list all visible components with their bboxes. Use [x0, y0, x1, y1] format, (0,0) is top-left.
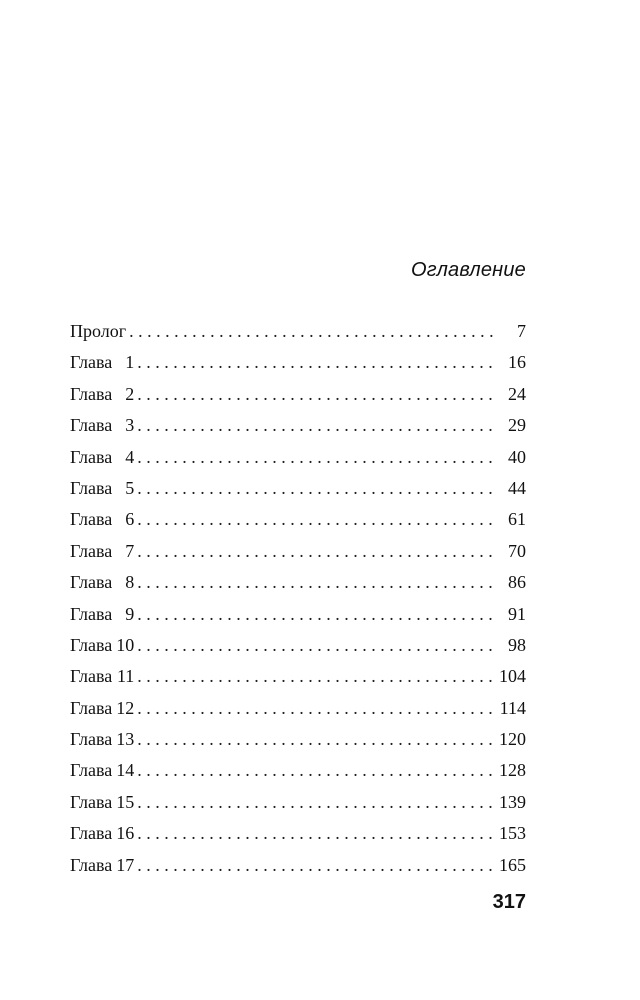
toc-entry-number: 2 [125, 383, 135, 404]
toc-entry-number: 9 [125, 603, 135, 624]
toc-entry-title: Глава [70, 477, 113, 498]
toc-entry-number: 3 [125, 415, 135, 436]
toc-entry-chapter-2 [70, 379, 526, 410]
page-number: 317 [492, 891, 526, 913]
toc-entry-title: Глава [70, 572, 113, 593]
dot-leader [134, 693, 494, 724]
toc-entry-title: Глава [70, 854, 113, 875]
toc-entry-number: 11 [116, 666, 135, 687]
toc-entry-title: Глава [70, 540, 113, 561]
toc-entry-page: 40 [508, 446, 526, 467]
toc-entry-title: Глава [70, 383, 113, 404]
toc-entry-chapter-7 [70, 536, 526, 567]
toc-entry-chapter-3 [70, 410, 526, 441]
toc-entry-page: 7 [517, 321, 526, 341]
toc-entry-title: Глава [70, 791, 113, 812]
toc-entry-chapter-4 [70, 442, 526, 473]
toc-entry-number: 10 [116, 634, 135, 655]
toc-entry-title: Глава [70, 509, 113, 530]
dot-leader [134, 504, 494, 535]
toc-entry-chapter-11 [70, 661, 526, 692]
toc-entry-page: 70 [508, 540, 526, 561]
dot-leader [134, 850, 494, 881]
toc-entry-number: 12 [116, 697, 135, 718]
toc-entry-page: 139 [499, 791, 526, 812]
toc-entry-title: Глава [70, 666, 113, 687]
toc-entry-page: 165 [499, 854, 526, 875]
toc-entry-number: 14 [116, 760, 135, 781]
dot-leader [134, 630, 494, 661]
toc-entry-number: 16 [116, 823, 135, 844]
toc-entry-chapter-14 [70, 755, 526, 786]
toc-entry-title: Глава [70, 352, 113, 373]
toc-entry-chapter-5 [70, 473, 526, 504]
toc-entry-number: 15 [116, 791, 135, 812]
toc-entry-number: 8 [125, 572, 135, 593]
toc-entry-number: 13 [116, 729, 135, 750]
toc-entry-prolog [70, 316, 526, 347]
toc-entry-page: 61 [508, 509, 526, 530]
toc-entry-chapter-8 [70, 567, 526, 598]
toc-entry-chapter-1 [70, 347, 526, 378]
toc-entry-page: 114 [499, 697, 526, 718]
toc-entry-title: Пролог [70, 321, 127, 341]
dot-leader [134, 536, 494, 567]
dot-leader [134, 567, 494, 598]
dot-leader [134, 379, 494, 410]
toc-entry-chapter-6 [70, 504, 526, 535]
toc-entry-page: 98 [508, 634, 526, 655]
toc-entry-page: 16 [508, 352, 526, 373]
toc-entry-title: Глава [70, 415, 113, 436]
toc-entry-page: 44 [508, 477, 526, 498]
toc-entry-page: 91 [508, 603, 526, 624]
toc-entry-chapter-9 [70, 599, 526, 630]
toc-entry-title: Глава [70, 603, 113, 624]
toc-entry-number: 1 [125, 352, 135, 373]
dot-leader [126, 316, 494, 347]
toc-entry-chapter-10 [70, 630, 526, 661]
toc-entry-title: Глава [70, 697, 113, 718]
toc-entry-chapter-12 [70, 693, 526, 724]
dot-leader [134, 661, 494, 692]
toc-entry-title: Глава [70, 446, 113, 467]
table-of-contents [70, 316, 526, 881]
toc-entry-title: Глава [70, 729, 113, 750]
toc-entry-page: 128 [499, 760, 526, 781]
toc-entry-chapter-16 [70, 818, 526, 849]
toc-entry-page: 153 [499, 823, 526, 844]
toc-entry-chapter-15 [70, 787, 526, 818]
toc-entry-page: 86 [508, 572, 526, 593]
toc-entry-number: 4 [125, 446, 135, 467]
toc-entry-page: 24 [508, 383, 526, 404]
toc-entry-title: Глава [70, 760, 113, 781]
dot-leader [134, 347, 494, 378]
dot-leader [134, 787, 494, 818]
dot-leader [134, 442, 494, 473]
toc-heading: Оглавление [410, 259, 526, 281]
toc-entry-chapter-13 [70, 724, 526, 755]
toc-entry-chapter-17 [70, 850, 526, 881]
dot-leader [134, 724, 494, 755]
dot-leader [134, 755, 494, 786]
dot-leader [134, 410, 494, 441]
toc-entry-number: 5 [125, 477, 135, 498]
toc-entry-number: 6 [125, 509, 135, 530]
toc-entry-number: 7 [125, 540, 135, 561]
toc-entry-title: Глава [70, 634, 113, 655]
dot-leader [134, 473, 494, 504]
toc-entry-number: 17 [116, 854, 135, 875]
toc-entry-page: 120 [499, 729, 526, 750]
toc-entry-page: 29 [508, 415, 526, 436]
dot-leader [134, 599, 494, 630]
dot-leader [134, 818, 494, 849]
toc-entry-page: 104 [499, 666, 526, 687]
toc-entry-title: Глава [70, 823, 113, 844]
